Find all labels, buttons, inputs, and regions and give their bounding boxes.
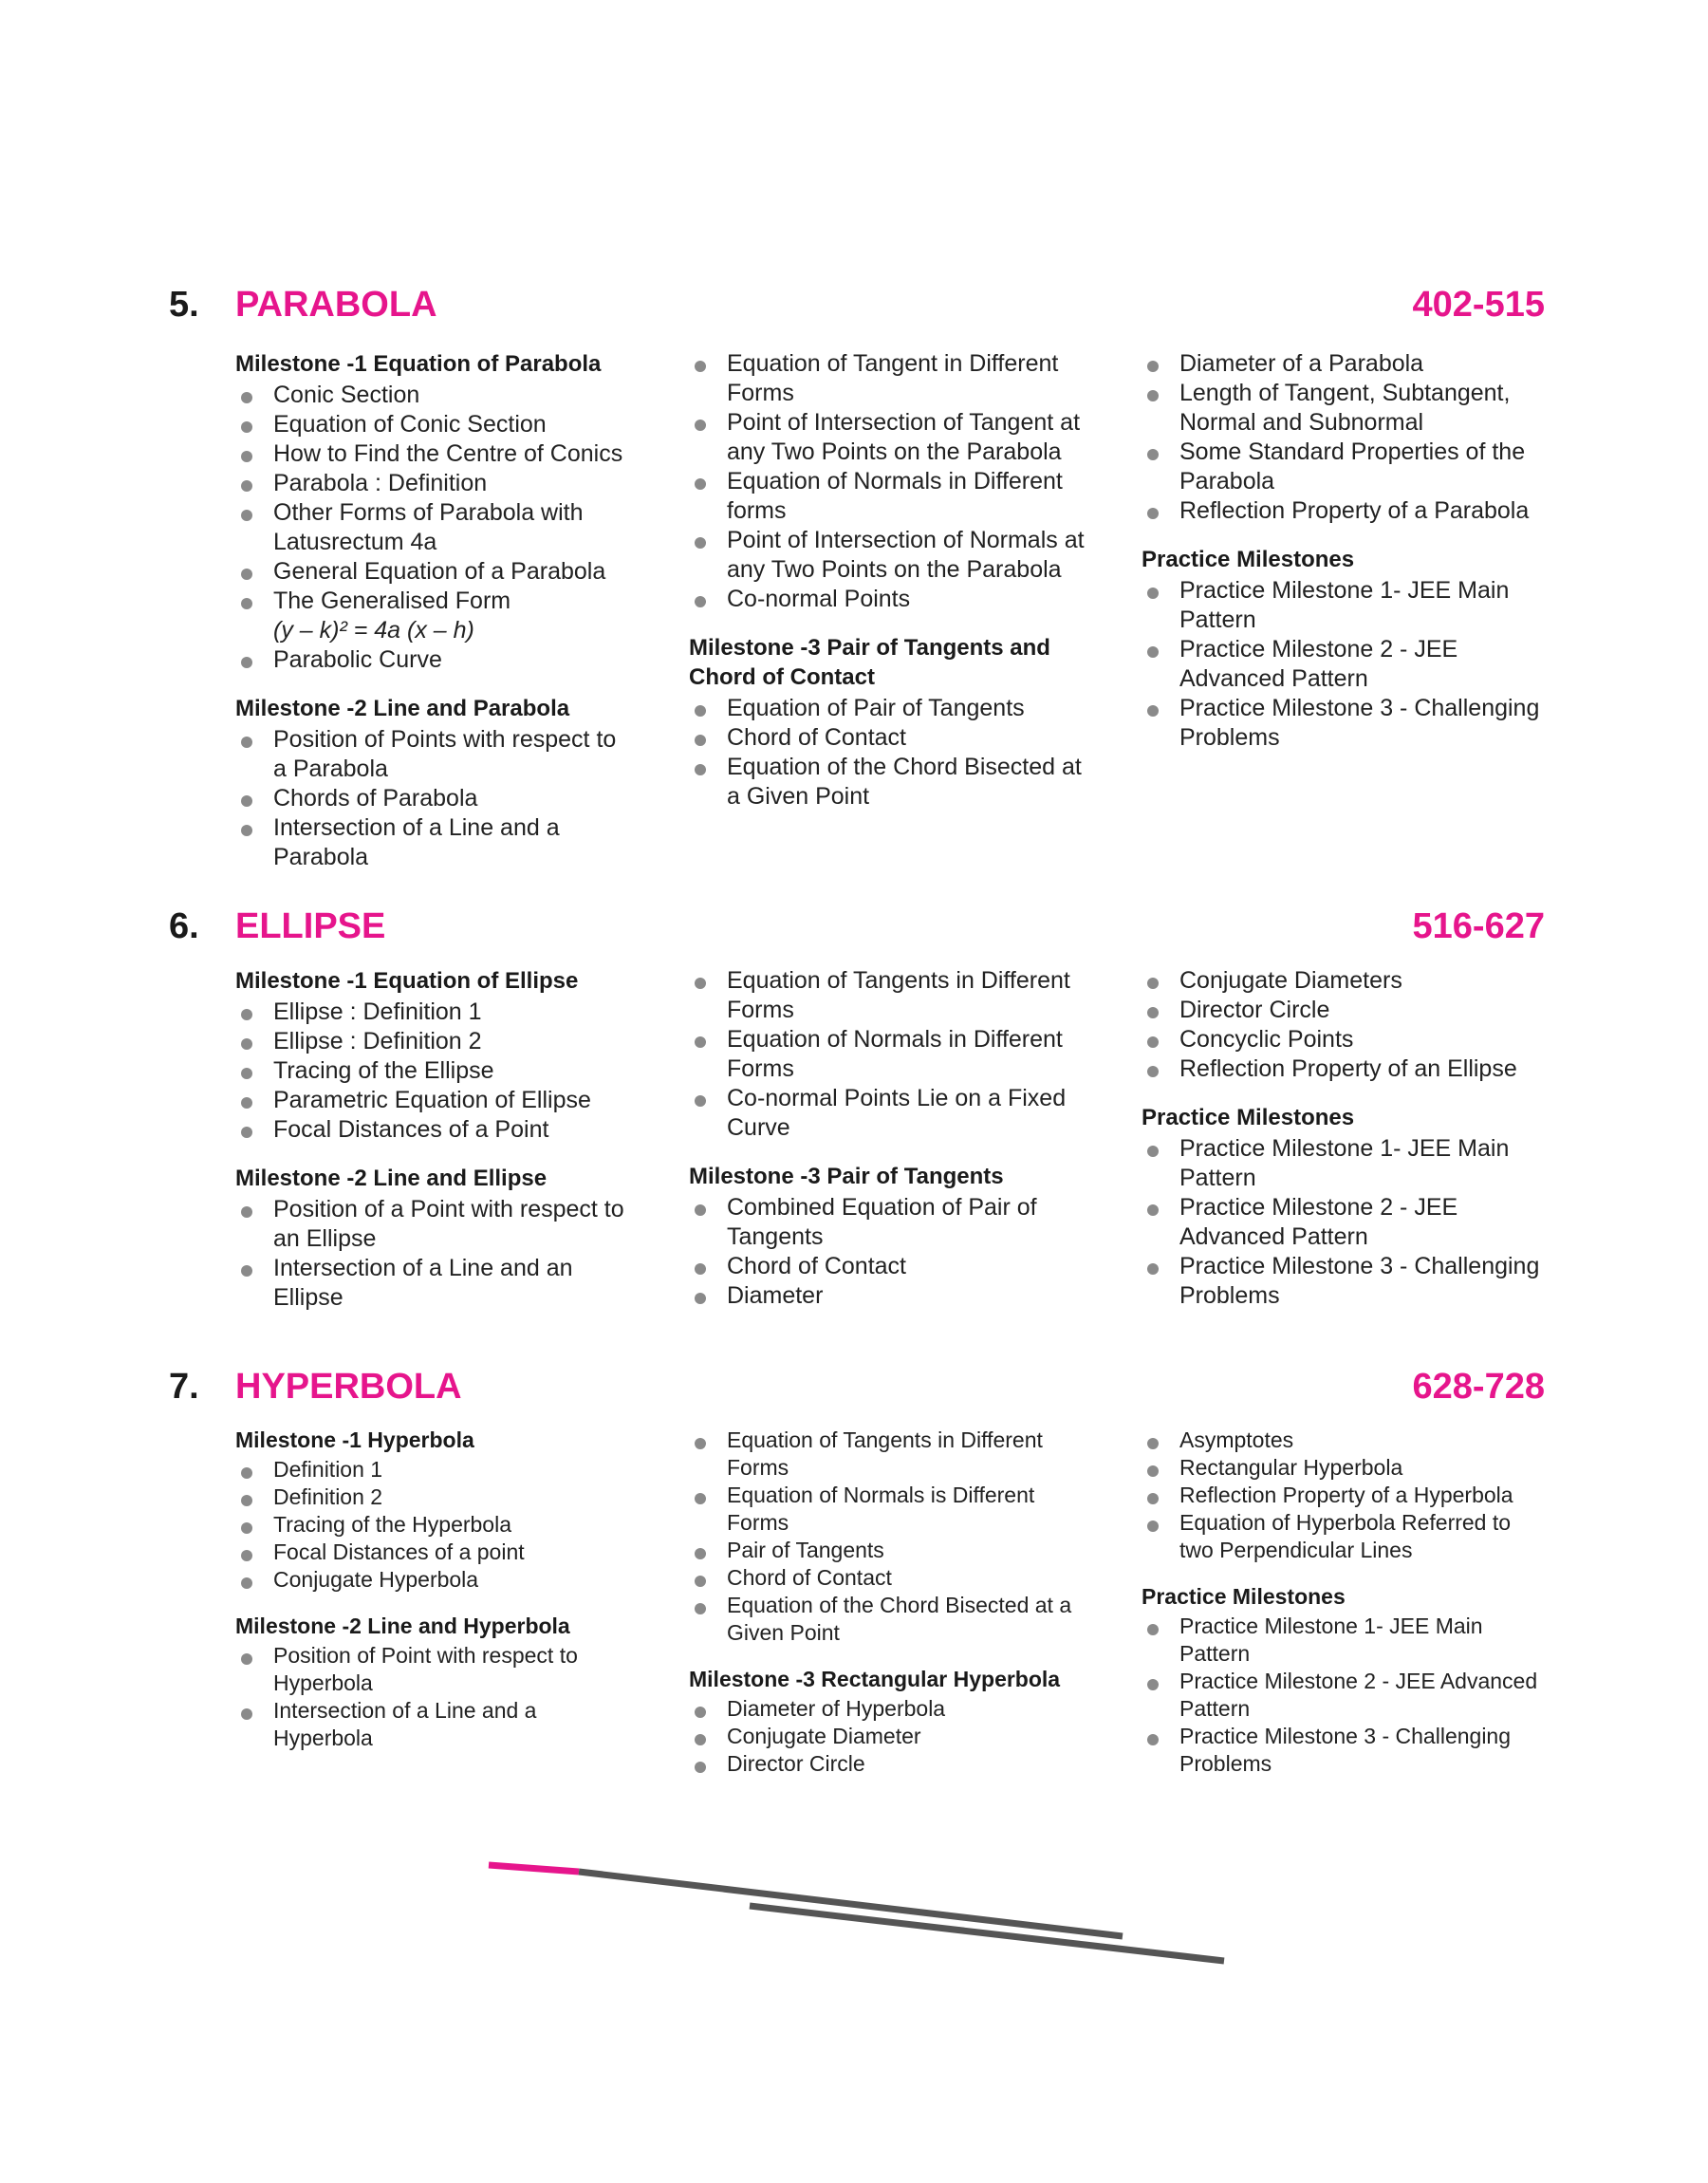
topic-text: Diameter of Hyperbola: [727, 1696, 946, 1721]
topic-text: Equation of Normals in Different Forms: [727, 1026, 1063, 1082]
topic-text: Practice Milestone 3 - Challenging Problems: [1179, 1724, 1512, 1776]
chapter-title: HYPERBOLA: [235, 1367, 462, 1407]
milestone-title: Milestone -3 Pair of Tangents: [689, 1164, 1004, 1189]
topic-text: Parabola : Definition: [273, 470, 488, 496]
chapter-number: 6.: [169, 906, 199, 946]
chapter-title: PARABOLA: [235, 285, 437, 325]
topic-text: Rectangular Hyperbola: [1179, 1455, 1403, 1480]
topic-text: Director Circle: [1179, 997, 1330, 1023]
topic-text: Conjugate Diameter: [727, 1724, 921, 1748]
topic-text: Equation of the Chord Bisected at a Given Point: [727, 754, 1082, 810]
topic-text: Position of Points with respect to a Parabola: [273, 726, 617, 782]
milestone-title: Milestone -1 Equation of Ellipse: [235, 968, 579, 994]
milestone-title: Practice Milestones: [1142, 1105, 1355, 1130]
topic-text: Focal Distances of a Point: [273, 1116, 549, 1143]
topic-text: Asymptotes: [1179, 1427, 1294, 1452]
formula: (y – k)² = 4a (x – h): [273, 617, 474, 644]
stripe-lower: [750, 1906, 1224, 1961]
milestone-title: Milestone -1 Equation of Parabola: [235, 351, 602, 377]
topic-text: General Equation of a Parabola: [273, 558, 606, 585]
topic-text: Practice Milestone 2 - JEE Advanced Pattern: [1179, 636, 1458, 692]
topic-text: Diameter: [727, 1282, 824, 1309]
topic-text: Some Standard Properties of the Parabola: [1179, 438, 1526, 494]
chapter-number: 5.: [169, 285, 199, 325]
topic-text: Tracing of the Ellipse: [273, 1057, 494, 1084]
topic-text: Focal Distances of a point: [273, 1539, 525, 1564]
topic-text: Parabolic Curve: [273, 646, 442, 673]
topic-text: Chord of Contact: [727, 1565, 892, 1590]
topic-text: Co-normal Points: [727, 586, 911, 612]
chapter-title: ELLIPSE: [235, 906, 386, 946]
topic-text: Intersection of a Line and a Parabola: [273, 814, 560, 870]
topic-text: Equation of Normals is Different Forms: [727, 1483, 1035, 1535]
stripe-upper: [579, 1872, 1123, 1936]
topic-text: Definition 1: [273, 1457, 383, 1482]
topic-text: Length of Tangent, Subtangent, Normal and Subnormal: [1179, 380, 1511, 436]
milestone-title: Milestone -2 Line and Ellipse: [235, 1166, 548, 1191]
topic-text: Chord of Contact: [727, 724, 906, 751]
topic-text: Intersection of a Line and an Ellipse: [273, 1255, 573, 1311]
topic-text: Conic Section: [273, 382, 420, 408]
topic-text: Practice Milestone 1- JEE Main Pattern: [1179, 1614, 1483, 1666]
topic-text: Equation of Tangents in Different Forms: [727, 967, 1070, 1023]
topic-text: Chord of Contact: [727, 1253, 906, 1279]
topic-text: Point of Intersection of Tangent at any Two Points on the Parabola: [727, 409, 1081, 465]
topic-text: Reflection Property of a Parabola: [1179, 497, 1530, 524]
topic-text: Intersection of a Line and a Hyperbola: [273, 1698, 537, 1750]
milestone-title: Milestone -2 Line and Hyperbola: [235, 1614, 570, 1638]
chapter-pages: 516-627: [1412, 906, 1545, 946]
topic-text: Co-normal Points Lie on a Fixed Curve: [727, 1085, 1067, 1141]
topic-text: Equation of Hyperbola Referred to two Perpendicular Lines: [1179, 1510, 1512, 1562]
milestone-title: Milestone -2 Line and Parabola: [235, 696, 570, 721]
topic-text: Conjugate Diameters: [1179, 967, 1402, 994]
topic-text: Definition 2: [273, 1484, 383, 1509]
topic-text: Equation of Tangent in Different Forms: [727, 350, 1059, 406]
topic-text: Practice Milestone 1- JEE Main Pattern: [1179, 1135, 1510, 1191]
topic-text: Practice Milestone 2 - JEE Advanced Pattern: [1179, 1669, 1538, 1721]
milestone-title: Milestone -1 Hyperbola: [235, 1427, 474, 1452]
topic-text: Tracing of the Hyperbola: [273, 1512, 512, 1537]
chapter-pages: 402-515: [1412, 285, 1545, 325]
topic-text: Director Circle: [727, 1751, 865, 1776]
topic-text: Reflection Property of an Ellipse: [1179, 1055, 1517, 1082]
topic-text: Position of Point with respect to Hyperbola: [273, 1643, 578, 1695]
topic-text: Parametric Equation of Ellipse: [273, 1087, 591, 1113]
topic-text: Combined Equation of Pair of Tangents: [727, 1194, 1037, 1250]
topic-text: Equation of Tangents in Different Forms: [727, 1427, 1043, 1480]
topic-text: The Generalised Form: [273, 588, 511, 614]
topic-text: Other Forms of Parabola with Latusrectum 4a: [273, 499, 584, 555]
topic-text: Concyclic Points: [1179, 1026, 1354, 1053]
milestone-title: Milestone -3 Pair of Tangents and Chord of Contact: [689, 635, 1050, 690]
topic-text: Practice Milestone 3 - Challenging Problems: [1179, 1253, 1540, 1309]
topic-text: Equation of the Chord Bisected at a Given Point: [727, 1593, 1072, 1645]
topic-text: Practice Milestone 1- JEE Main Pattern: [1179, 577, 1510, 633]
topic-text: How to Find the Centre of Conics: [273, 440, 623, 467]
topic-text: Reflection Property of a Hyperbola: [1179, 1483, 1513, 1507]
topic-text: Ellipse : Definition 2: [273, 1028, 482, 1054]
topic-text: Practice Milestone 2 - JEE Advanced Pattern: [1179, 1194, 1458, 1250]
topic-text: Ellipse : Definition 1: [273, 998, 482, 1025]
topic-text: Practice Milestone 3 - Challenging Problems: [1179, 695, 1540, 751]
topic-text: Conjugate Hyperbola: [273, 1567, 479, 1592]
topic-text: Equation of Pair of Tangents: [727, 695, 1025, 721]
topic-text: Point of Intersection of Normals at any Two Points on the Parabola: [727, 527, 1085, 583]
chapter-pages: 628-728: [1412, 1367, 1545, 1407]
topic-text: Equation of Conic Section: [273, 411, 547, 438]
milestone-title: Practice Milestones: [1142, 1584, 1346, 1609]
milestone-title: Practice Milestones: [1142, 547, 1355, 572]
stripe-accent: [489, 1865, 579, 1872]
topic-text: Pair of Tangents: [727, 1538, 884, 1562]
topic-text: Equation of Normals in Different forms: [727, 468, 1063, 524]
chapter-number: 7.: [169, 1367, 199, 1407]
topic-text: Chords of Parabola: [273, 785, 478, 812]
milestone-title: Milestone -3 Rectangular Hyperbola: [689, 1667, 1061, 1691]
topic-text: Diameter of a Parabola: [1179, 350, 1424, 377]
topic-text: Position of a Point with respect to an Ellipse: [273, 1196, 624, 1252]
